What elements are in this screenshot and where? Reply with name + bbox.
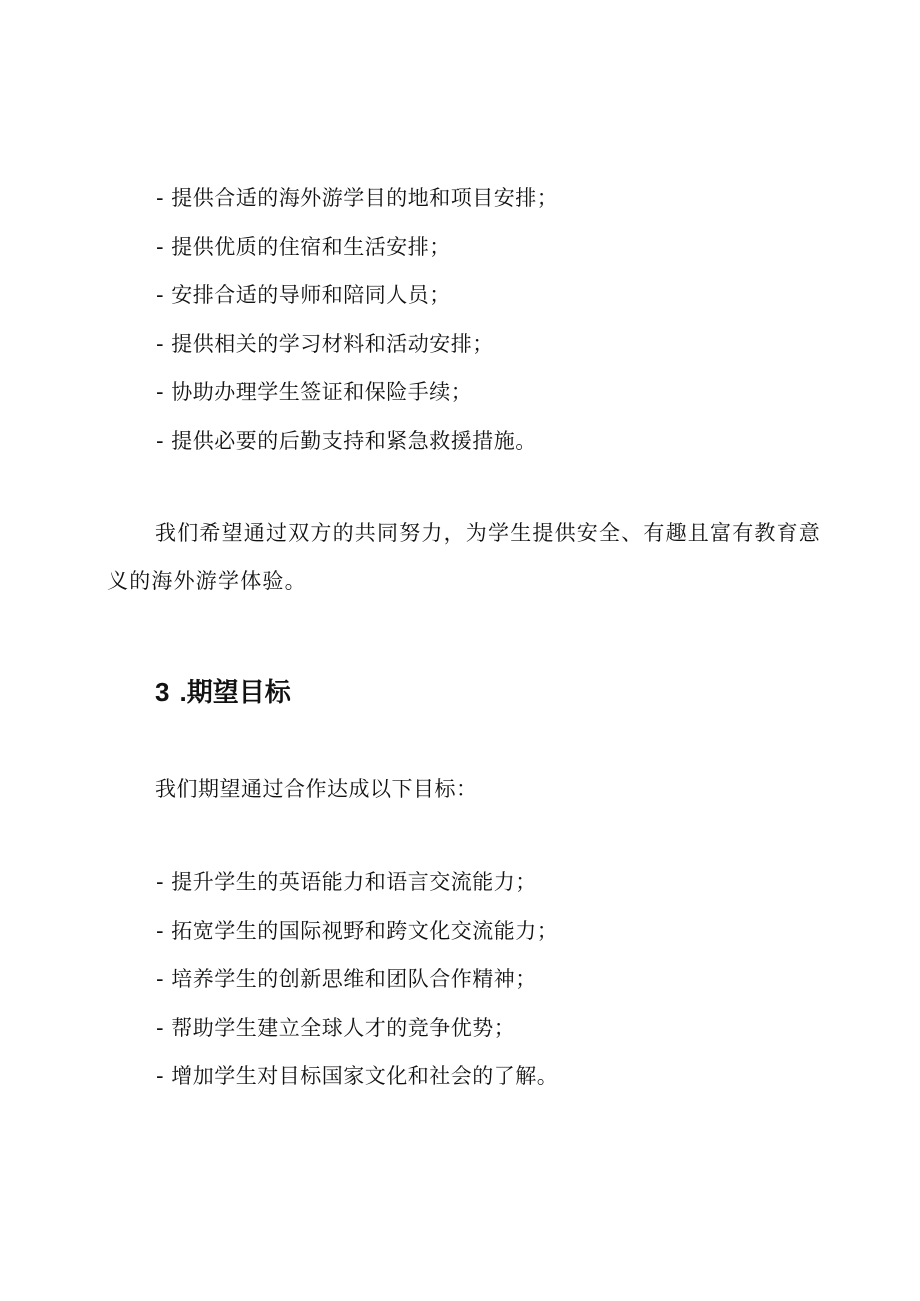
list-item: - 帮助学生建立全球人才的竞争优势； [156, 1015, 516, 1040]
provisions-list [156, 174, 558, 465]
list-item: - 协助办理学生签证和保险手续； [156, 380, 473, 404]
list-item: - 提供必要的后勤支持和紧急救援措施。 [156, 428, 537, 453]
section-number: 3 [155, 677, 170, 707]
section-heading [155, 672, 291, 712]
section-title: .期望目标 [179, 677, 291, 707]
list-item: - 增加学生对目标国家文化和社会的了解。 [156, 1064, 559, 1088]
list-item: - 提供相关的学习材料和活动安排； [156, 331, 494, 356]
closing-paragraph: 我们希望通过双方的共同努力，为学生提供安全、有趣且富有教育意义的海外游学体验。 [107, 521, 821, 593]
list-item: - 培养学生的创新思维和团队合作精神； [156, 967, 537, 991]
list-item: - 提供合适的海外游学目的地和项目安排； [156, 186, 559, 210]
list-item: - 提升学生的英语能力和语言交流能力； [156, 870, 537, 894]
list-item: - 拓宽学生的国际视野和跨文化交流能力； [156, 918, 559, 943]
list-item: - 提供优质的住宿和生活安排； [156, 234, 451, 259]
goals-intro: 我们期望通过合作达成以下目标： [155, 777, 478, 801]
list-item: - 安排合适的导师和陪同人员； [156, 283, 451, 307]
goals-list [156, 858, 558, 1101]
